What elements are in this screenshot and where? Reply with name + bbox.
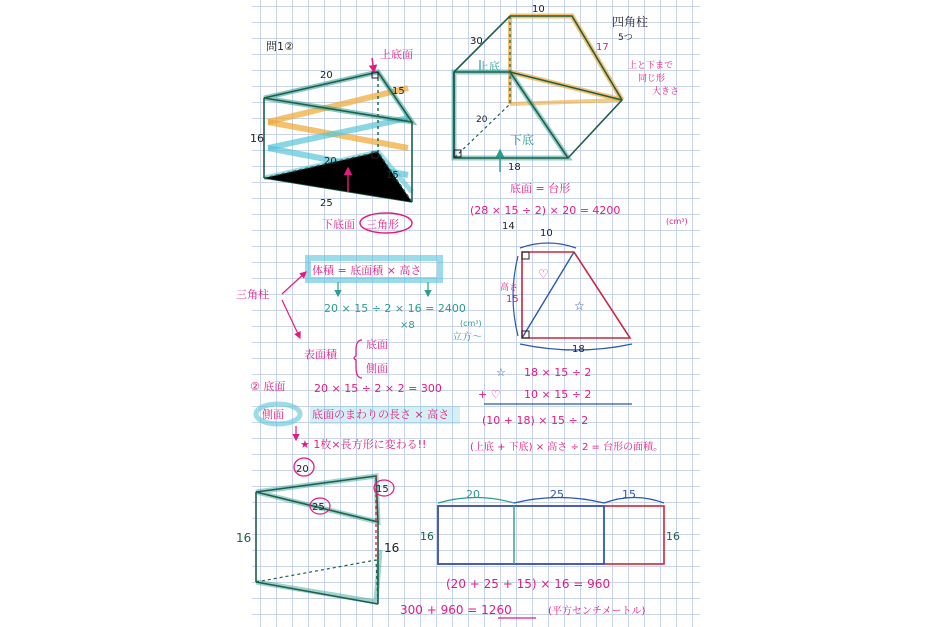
bprism-16-left: 16 (236, 531, 252, 545)
net-16-left: 16 (420, 530, 434, 543)
note-line-3: 大きさ (652, 87, 680, 97)
top-face-label: 上底 (478, 60, 500, 73)
trap-edge-17: 17 (596, 42, 609, 53)
trap-height-15: 15 (506, 294, 519, 305)
bprism-15: 15 (376, 484, 389, 495)
total-area-calc: 300 + 960 = 1260 (400, 603, 512, 617)
step2-calc: 20 × 15 ÷ 2 × 2 = 300 (314, 382, 442, 395)
base-is-trapezoid: 底面 = 台形 (510, 182, 571, 195)
trap-edge-18: 18 (508, 162, 521, 173)
net-16-right: 16 (666, 530, 680, 543)
trap-edge-10: 10 (532, 4, 545, 15)
edge-25: 25 (320, 198, 333, 209)
star-mark: ☆ (496, 366, 506, 379)
brace-side: 側面 (366, 362, 388, 375)
net-15: 15 (622, 488, 636, 501)
prism-volume-calc: 20 × 15 ÷ 2 × 16 = 2400 (324, 302, 466, 315)
trap-volume-calc: (28 × 15 ÷ 2) × 20 = 4200 (470, 204, 621, 217)
surface-area-label: 表面積 (304, 348, 337, 361)
trapezoid-diagram (513, 243, 632, 350)
trapezoid-rule: (上底 + 下底) × 高さ ÷ 2 = 台形の面積。 (470, 442, 664, 453)
svg-text:☆: ☆ (574, 299, 585, 313)
svg-text:♡: ♡ (538, 267, 549, 281)
total-area-unit: (平方センチメートル) (548, 606, 646, 617)
trap-edge-20: 20 (476, 115, 488, 125)
volume-formula: 体積 = 底面積 × 高さ (312, 264, 422, 277)
bprism-20: 20 (296, 464, 309, 475)
prism-type-label: 三角柱 (236, 288, 269, 301)
bottom-base-label: 下底面 (322, 218, 355, 231)
edge-20-bottom: 20 (324, 156, 337, 167)
triangular-prism-bottom (256, 458, 394, 604)
side-net-rectangle (438, 498, 664, 565)
question-label: 問1② (266, 40, 294, 53)
trap-bottom-18: 18 (572, 344, 585, 355)
calc-x8: ×8 (400, 320, 415, 331)
step2-label: ② 底面 (250, 380, 286, 393)
prism-name: 四角柱 (612, 15, 649, 29)
note-line-1: 上と下まで (628, 61, 674, 71)
top-base-label: 上底面 (380, 48, 413, 61)
sum-calc: (10 + 18) × 15 ÷ 2 (482, 414, 589, 427)
bprism-25: 25 (312, 502, 325, 513)
prism-unit: (cm³) (460, 319, 482, 328)
edge-20-top: 20 (320, 70, 333, 81)
heart-mark: + ♡ (478, 388, 501, 401)
edge-16-left: 16 (250, 132, 264, 145)
note-line-2: 同じ形 (638, 74, 666, 84)
trap-top-10: 10 (540, 228, 553, 239)
trap-edge-30: 30 (470, 36, 483, 47)
side-face-desc: 底面のまわりの長さ × 高さ (312, 408, 450, 421)
trap-calc-14: 14 (502, 221, 515, 232)
triangle-label: 三角形 (366, 218, 399, 231)
bprism-16-right: 16 (384, 541, 400, 555)
net-20: 20 (466, 488, 480, 501)
edge-15-bottom: 15 (386, 170, 399, 181)
unit-note: 立方〜 (452, 332, 482, 343)
prism-faces: 5つ (618, 33, 633, 43)
bottom-face-label: 下底 (510, 133, 535, 147)
net-25: 25 (550, 488, 564, 501)
brace-base: 底面 (366, 338, 388, 351)
trap-unit: (cm³) (666, 217, 688, 226)
trap-height-label: 高さ (500, 283, 519, 293)
heart-calc: 10 × 15 ÷ 2 (524, 388, 592, 401)
rectangle-note: ★ 1枚×長方形に変わる!! (300, 438, 427, 451)
star-calc: 18 × 15 ÷ 2 (524, 366, 592, 379)
side-area-calc: (20 + 25 + 15) × 16 = 960 (446, 577, 611, 591)
side-face-label: 側面 (262, 408, 284, 421)
edge-15-top: 15 (392, 86, 405, 97)
